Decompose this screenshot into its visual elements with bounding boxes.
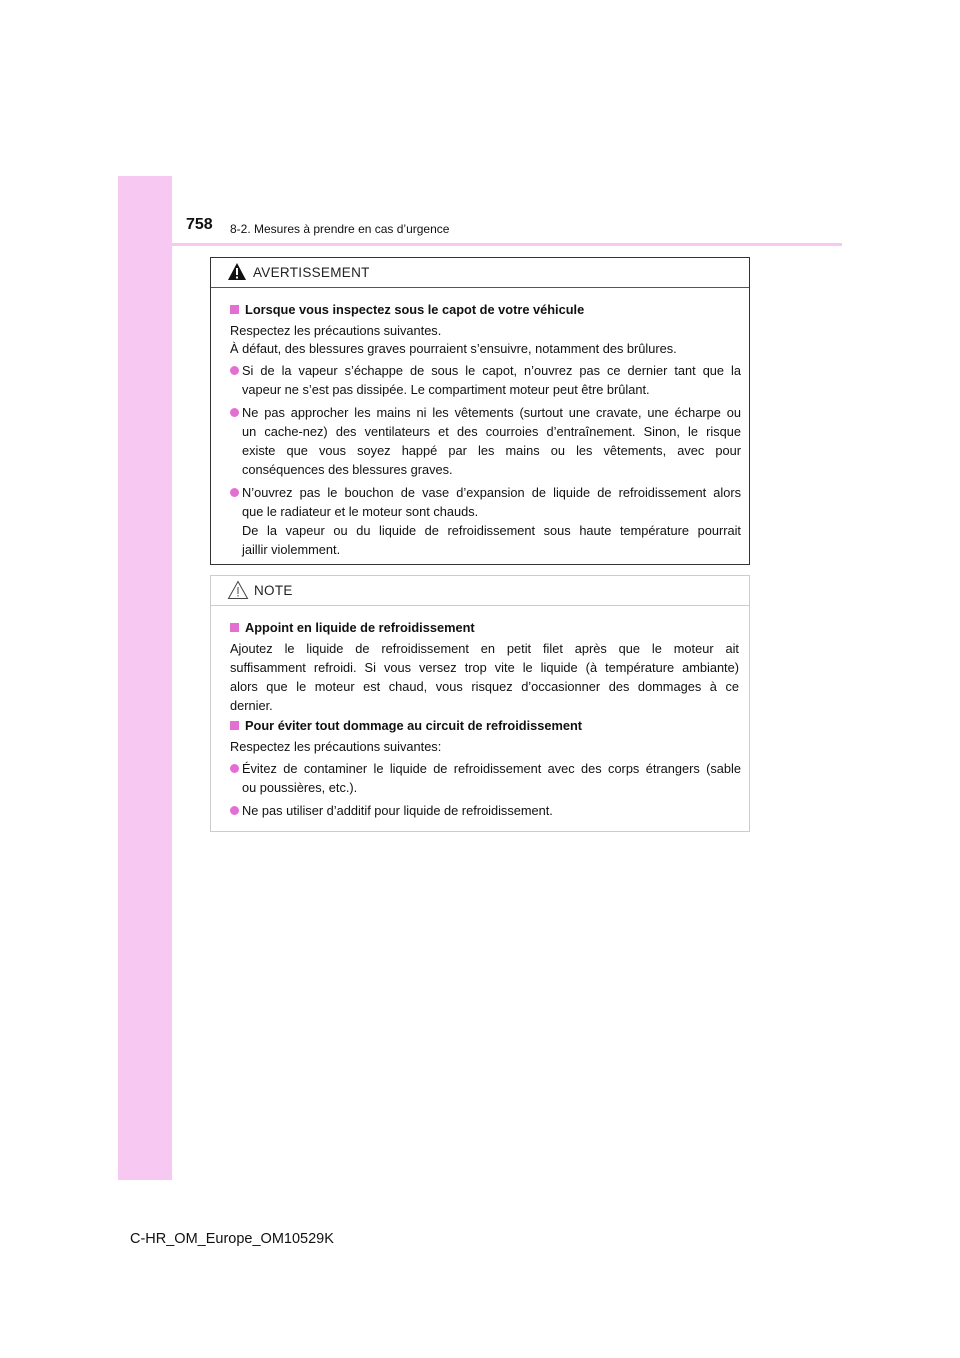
header-rule xyxy=(118,243,842,246)
round-bullet-icon xyxy=(230,408,239,417)
note-bullet-line: Ne pas utiliser d’additif pour liquide de refroidissement. xyxy=(242,803,553,818)
round-bullet-icon xyxy=(230,488,239,497)
warning-intro-line: À défaut, des blessures graves pourraient s’ensuivre, notamment des brûlures. xyxy=(230,341,677,356)
square-bullet-icon xyxy=(230,623,239,632)
note-heading: Appoint en liquide de refroidissement xyxy=(230,618,741,637)
warning-bullet-line: un cache-nez) des ventilateurs et des courroies d’entraînement. Sinon, le risque xyxy=(242,424,741,439)
note-title: NOTE xyxy=(254,583,293,598)
note-bullet-line: ou poussières, etc.). xyxy=(242,780,358,795)
round-bullet-icon xyxy=(230,764,239,773)
round-bullet-icon xyxy=(230,806,239,815)
note-text-line: dernier. xyxy=(230,698,273,713)
note-box xyxy=(210,575,750,832)
page-number: 758 xyxy=(186,216,213,233)
note-text-line: Ajoutez le liquide de refroidissement en petit filet après que le moteur ait xyxy=(230,641,739,656)
warning-bullet-line: Ne pas approcher les mains ni les vêtements (surtout une cravate, une écharpe ou xyxy=(242,405,741,420)
round-bullet-icon xyxy=(230,366,239,375)
warning-bullet-line: que le radiateur et le moteur sont chauds. xyxy=(242,504,479,519)
warning-bullet-line: conséquences des blessures graves. xyxy=(242,462,453,477)
section-title: 8-2. Mesures à prendre en cas d’urgence xyxy=(230,222,450,236)
warning-bullet-line: N’ouvrez pas le bouchon de vase d’expansion de liquide de refroidissement alors xyxy=(242,485,741,500)
document-code-footer: C-HR_OM_Europe_OM10529K xyxy=(130,1231,334,1247)
note-text-line: Respectez les précautions suivantes: xyxy=(230,739,442,754)
warning-bullet-line: jaillir violemment. xyxy=(242,542,341,557)
note-heading: Pour éviter tout dommage au circuit de refroidissement xyxy=(230,716,741,735)
warning-triangle-icon xyxy=(227,262,247,281)
warning-bullet-line: De la vapeur ou du liquide de refroidissement sous haute température pourrait xyxy=(242,523,741,538)
square-bullet-icon xyxy=(230,305,239,314)
side-color-band xyxy=(118,176,172,1180)
warning-box-header xyxy=(211,258,749,288)
warning-box xyxy=(210,257,750,565)
note-text-line: suffisamment refroidi. Si vous versez trop vite le liquide (à température ambiante) xyxy=(230,660,739,675)
note-text-line: alors que le moteur est chaud, vous risquez d’occasionner des dommages à ce xyxy=(230,679,739,694)
note-box-header xyxy=(211,576,749,606)
warning-bullet-line: existe que vous soyez happé par les mains ou les vêtements, avec pour xyxy=(242,443,741,458)
warning-title: AVERTISSEMENT xyxy=(253,265,370,280)
warning-bullet-line: Si de la vapeur s’échappe de sous le capot, n’ouvrez pas ce dernier tant que la xyxy=(242,363,741,378)
caution-triangle-outline-icon xyxy=(227,580,249,600)
warning-bullet-line: vapeur ne s’est pas dissipée. Le compartiment moteur peut être brûlant. xyxy=(242,382,650,397)
warning-heading: Lorsque vous inspectez sous le capot de votre véhicule xyxy=(230,300,741,319)
note-bullet-line: Évitez de contaminer le liquide de refroidissement avec des corps étrangers (sable xyxy=(242,761,741,776)
warning-intro-line: Respectez les précautions suivantes. xyxy=(230,323,442,338)
square-bullet-icon xyxy=(230,721,239,730)
